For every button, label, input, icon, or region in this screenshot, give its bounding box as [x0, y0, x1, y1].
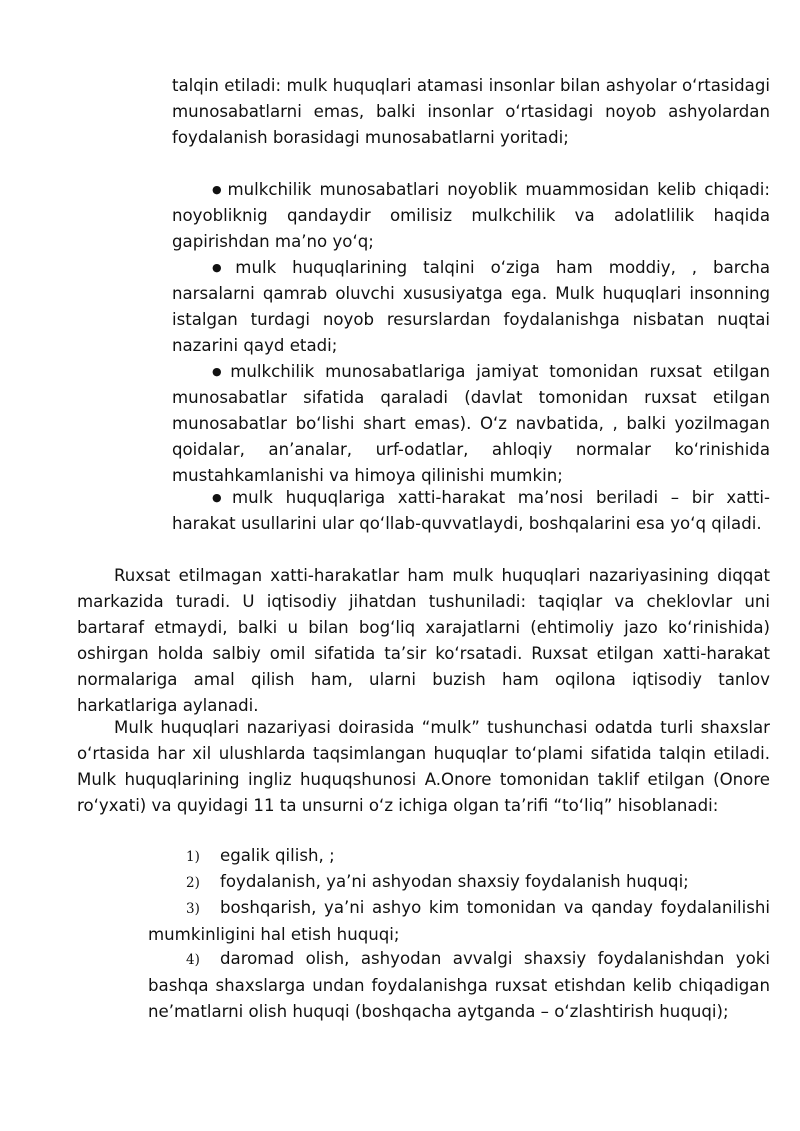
bullet-item — [172, 177, 770, 255]
numbered-item — [148, 869, 770, 896]
body-paragraph: Mulk huquqlari nazariyasi doirasida “mulk” tushunchasi odatda turli shaxslar o‘rtasida har xil ulushlarda taqsimlangan huquqlar to‘plami sifatida talqin etiladi. Mulk huquqlarining ingliz huquqshunosi A.Onore tomonidan taklif etilgan (Onore ro‘yxati) va quyidagi 11 ta unsurni o‘z ichiga olgan ta’rifi “to‘liq” hisoblanadi: — [77, 718, 770, 816]
bullet-dot-icon: ● — [212, 365, 228, 378]
numbered-item — [148, 843, 770, 870]
item-number: 1) — [186, 849, 200, 865]
continuation-paragraph: talqin etiladi: mulk huquqlari atamasi insonlar bilan ashyolar o‘rtasidagi munosabatlarni emas, balki insonlar o‘rtasidagi noyob ashyolardan foydalanish borasidagi munosabatlarni yoritadi; — [172, 76, 770, 148]
item-text: boshqarish, ya’ni ashyo kim tomonidan va qanday foydalanilishi mumkinligini hal etish huquqi; — [148, 898, 770, 945]
numbered-item — [148, 895, 770, 948]
item-text: daromad olish, ashyodan avvalgi shaxsiy foydalanishdan yoki bashqa shaxslarga undan foydalanishga ruxsat etishdan kelib chiqadigan ne’matlarni olish huquqi (boshqacha aytganda – o‘zlashtirish huquqi); — [148, 949, 770, 1022]
bullet-item — [172, 485, 770, 537]
item-number: 2) — [186, 875, 200, 891]
bullet-dot-icon: ● — [212, 261, 233, 274]
bullet-text: mulkchilik munosabatlariga jamiyat tomonidan ruxsat etilgan munosabatlar sifatida qaraladi (davlat tomonidan ruxsat etilgan munosabatlar bo‘lishi shart emas). O‘z navbatida, , balki yozilmagan qoidalar, an’analar, urf-odatlar, ahloqiy normalar ko‘rinishida mustahkamlanishi va himoya qilinishi mumkin; — [172, 362, 770, 486]
item-number: 3) — [186, 901, 200, 917]
bullet-text: mulk huquqlarining talqini o‘ziga ham moddiy, , barcha narsalarni qamrab oluvchi xususiyatga ega. Mulk huquqlari insonning istalgan turdagi noyob resurslardan foydalanishga nisbatan nuqtai nazarini qayd etadi; — [172, 258, 770, 356]
bullet-item — [172, 255, 770, 359]
bullet-dot-icon: ● — [212, 183, 225, 196]
item-text: egalik qilish, ; — [220, 846, 335, 865]
bullet-dot-icon: ● — [212, 491, 230, 504]
bullet-text: mulk huquqlariga xatti-harakat ma’nosi beriladi – bir xatti-harakat usullarini ular qo‘llab-quvvatlaydi, boshqalarini esa yo‘q qiladi. — [172, 488, 770, 534]
bullet-text: mulkchilik munosabatlari noyoblik muammosidan kelib chiqadi: noyobliknig qandaydir omilisiz mulkchilik va adolatlilik haqida gapirishdan ma’no yo‘q; — [172, 180, 770, 252]
body-paragraph: Ruxsat etilmagan xatti-harakatlar ham mulk huquqlari nazariyasining diqqat markazida turadi. U iqtisodiy jihatdan tushuniladi: taqiqlar va cheklovlar uni bartaraf etmaydi, balki u bilan bog‘liq xarajatlarni (ehtimoliy jazo ko‘rinishida) oshirgan holda salbiy omil sifatida ta’sir ko‘rsatadi. Ruxsat etilgan xatti-harakat normalariga amal qilish ham, ularni buzish ham oqilona iqtisodiy tanlov harkatlariga aylanadi. — [77, 566, 770, 716]
item-number: 4) — [186, 952, 200, 968]
bullet-item — [172, 359, 770, 489]
numbered-item — [148, 946, 770, 1025]
item-text: foydalanish, ya’ni ashyodan shaxsiy foydalanish huquqi; — [220, 872, 689, 891]
